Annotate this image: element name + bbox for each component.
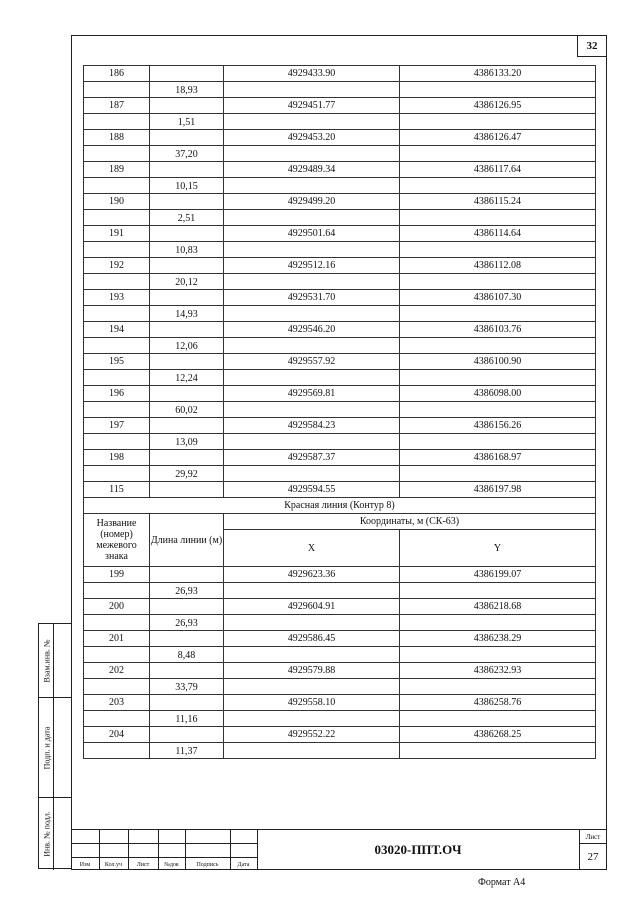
point-number: 187	[84, 98, 150, 114]
table-row-length	[84, 434, 596, 450]
col-ndok: №док	[164, 862, 179, 868]
point-number: 190	[84, 194, 150, 210]
section-title: Красная линия (Контур 8)	[84, 498, 596, 514]
coord-y: 4386107.30	[400, 290, 596, 306]
table-row-length	[84, 711, 596, 727]
point-number: 204	[84, 727, 150, 743]
point-number: 201	[84, 631, 150, 647]
side-cell-signature	[39, 698, 71, 798]
line-length: 26,93	[150, 615, 224, 631]
coord-x: 4929569.81	[224, 386, 400, 402]
coord-x: 4929584.23	[224, 418, 400, 434]
coord-x: 4929451.77	[224, 98, 400, 114]
header-coords: Координаты, м (СК-63)	[224, 514, 596, 530]
table-row	[84, 290, 596, 306]
coord-y: 4386258.76	[400, 695, 596, 711]
point-number: 191	[84, 226, 150, 242]
table-row	[84, 727, 596, 743]
line-length: 14,93	[150, 306, 224, 322]
table-row	[84, 194, 596, 210]
table-row-length	[84, 178, 596, 194]
point-number: 115	[84, 482, 150, 498]
coord-x: 4929489.34	[224, 162, 400, 178]
point-number: 188	[84, 130, 150, 146]
table-row-length	[84, 647, 596, 663]
table-row	[84, 98, 596, 114]
table-row	[84, 66, 596, 82]
line-length: 1,51	[150, 114, 224, 130]
side-label-replacement: Взам.инв. №	[42, 638, 51, 683]
document-code: 03020-ППТ.ОЧ	[374, 842, 462, 857]
table-row	[84, 599, 596, 615]
table-row	[84, 130, 596, 146]
coord-y: 4386197.98	[400, 482, 596, 498]
table-row-length	[84, 402, 596, 418]
coord-y: 4386112.08	[400, 258, 596, 274]
coord-x: 4929531.70	[224, 290, 400, 306]
line-length: 60,02	[150, 402, 224, 418]
sheet-label: Лист	[579, 830, 607, 844]
coord-y: 4386103.76	[400, 322, 596, 338]
point-number: 195	[84, 354, 150, 370]
point-number: 186	[84, 66, 150, 82]
line-length: 12,06	[150, 338, 224, 354]
table-row-length	[84, 242, 596, 258]
coord-x: 4929558.10	[224, 695, 400, 711]
title-block	[71, 829, 607, 870]
point-number: 189	[84, 162, 150, 178]
table-row-length	[84, 146, 596, 162]
coord-y: 4386238.29	[400, 631, 596, 647]
line-length: 26,93	[150, 583, 224, 599]
line-length: 20,12	[150, 274, 224, 290]
line-length: 29,92	[150, 466, 224, 482]
table-row-length	[84, 306, 596, 322]
line-length: 10,15	[150, 178, 224, 194]
coord-x: 4929433.90	[224, 66, 400, 82]
header-y: Y	[400, 530, 596, 567]
table-row	[84, 631, 596, 647]
coord-x: 4929587.37	[224, 450, 400, 466]
header-length: Длина линии (м)	[150, 514, 224, 567]
coordinates-table	[83, 65, 596, 759]
line-length: 10,83	[150, 242, 224, 258]
coord-x: 4929501.64	[224, 226, 400, 242]
table-row-length	[84, 583, 596, 599]
coord-y: 4386126.95	[400, 98, 596, 114]
line-length: 13,09	[150, 434, 224, 450]
side-label-inventory: Инв. № подл.	[42, 811, 51, 857]
col-podpis: Подпись	[196, 862, 219, 868]
coord-x: 4929546.20	[224, 322, 400, 338]
coord-y: 4386114.64	[400, 226, 596, 242]
point-number: 192	[84, 258, 150, 274]
table-row-length	[84, 615, 596, 631]
line-length: 12,24	[150, 370, 224, 386]
table-row-length	[84, 679, 596, 695]
point-number: 202	[84, 663, 150, 679]
header-name: Название (номер) межевого знака	[84, 514, 150, 567]
side-cell-inventory	[39, 798, 71, 870]
col-kol: Кол.уч	[104, 862, 123, 868]
coord-x: 4929604.91	[224, 599, 400, 615]
coord-x: 4929499.20	[224, 194, 400, 210]
point-number: 200	[84, 599, 150, 615]
coord-y: 4386232.93	[400, 663, 596, 679]
coord-x: 4929623.36	[224, 567, 400, 583]
table-row-length	[84, 743, 596, 759]
table-row	[84, 663, 596, 679]
coord-x: 4929594.55	[224, 482, 400, 498]
coord-y: 4386218.68	[400, 599, 596, 615]
point-number: 198	[84, 450, 150, 466]
line-length: 37,20	[150, 146, 224, 162]
table-row-length	[84, 114, 596, 130]
table-row	[84, 567, 596, 583]
table-row	[84, 322, 596, 338]
point-number: 196	[84, 386, 150, 402]
side-stamp	[38, 623, 71, 869]
side-cell-replacement	[39, 624, 71, 698]
col-data: Дата	[237, 862, 250, 868]
point-number: 197	[84, 418, 150, 434]
coord-x: 4929552.22	[224, 727, 400, 743]
table-row-length	[84, 370, 596, 386]
col-list: Лист	[136, 862, 150, 868]
coord-y: 4386098.00	[400, 386, 596, 402]
coord-y: 4386117.64	[400, 162, 596, 178]
coord-y: 4386133.20	[400, 66, 596, 82]
table-row	[84, 162, 596, 178]
table-row	[84, 450, 596, 466]
coord-x: 4929453.20	[224, 130, 400, 146]
section-title-row	[84, 498, 596, 514]
point-number: 193	[84, 290, 150, 306]
format-label: Формат А4	[478, 877, 526, 888]
col-izm: Изм	[79, 862, 91, 868]
table-row	[84, 226, 596, 242]
coord-y: 4386115.24	[400, 194, 596, 210]
coord-y: 4386100.90	[400, 354, 596, 370]
table-row-length	[84, 466, 596, 482]
table-row-length	[84, 82, 596, 98]
coord-y: 4386199.07	[400, 567, 596, 583]
line-length: 8,48	[150, 647, 224, 663]
line-length: 2,51	[150, 210, 224, 226]
table-row	[84, 418, 596, 434]
table-row	[84, 354, 596, 370]
header-row	[84, 514, 596, 530]
table-row-length	[84, 210, 596, 226]
table-row	[84, 386, 596, 402]
header-x: X	[224, 530, 400, 567]
coord-x: 4929557.92	[224, 354, 400, 370]
table-row	[84, 482, 596, 498]
side-label-signature: Подп. и дата	[42, 726, 51, 769]
table-row-length	[84, 338, 596, 354]
line-length: 33,79	[150, 679, 224, 695]
line-length: 11,37	[150, 743, 224, 759]
coord-y: 4386168.97	[400, 450, 596, 466]
line-length: 11,16	[150, 711, 224, 727]
table-row-length	[84, 274, 596, 290]
point-number: 203	[84, 695, 150, 711]
coord-x: 4929512.16	[224, 258, 400, 274]
point-number: 194	[84, 322, 150, 338]
coord-y: 4386156.26	[400, 418, 596, 434]
coord-x: 4929579.88	[224, 663, 400, 679]
table-row	[84, 258, 596, 274]
point-number: 199	[84, 567, 150, 583]
page-number: 32	[577, 35, 607, 57]
coord-y: 4386126.47	[400, 130, 596, 146]
line-length: 18,93	[150, 82, 224, 98]
sheet-number: 27	[587, 851, 599, 863]
coord-x: 4929586.45	[224, 631, 400, 647]
table-row	[84, 695, 596, 711]
coord-y: 4386268.25	[400, 727, 596, 743]
